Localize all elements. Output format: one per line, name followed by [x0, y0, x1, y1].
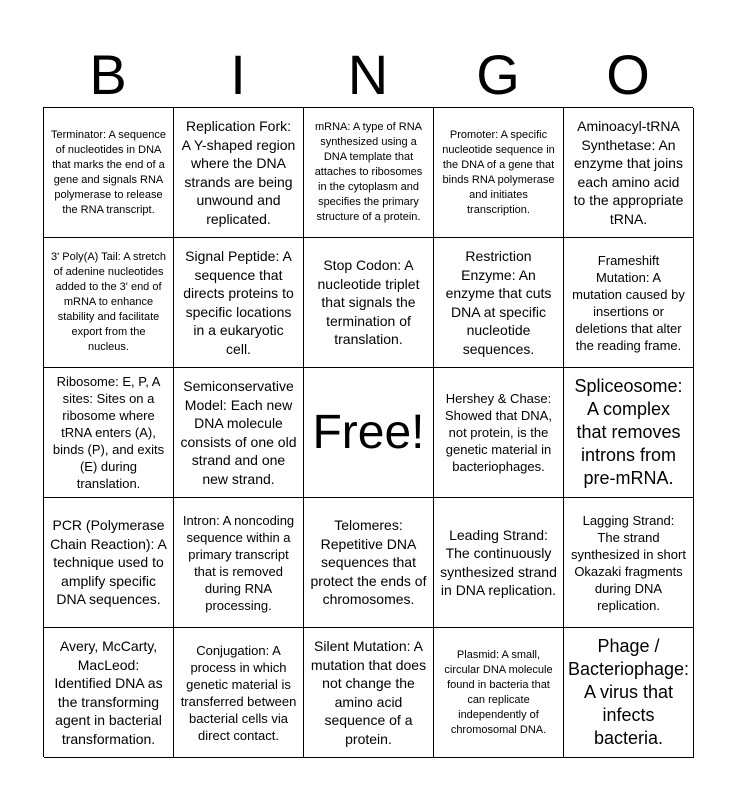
cell-text: Telomeres: Repetitive DNA sequences that protect the ends of chromosomes. — [310, 517, 427, 608]
header-letter-o: O — [606, 43, 650, 106]
cell-text: PCR (Polymerase Chain Reaction): A technique used to amplify specific DNA sequences. — [50, 517, 167, 608]
cell-text: Conjugation: A process in which genetic material is transferred between bacterial cells via direct contact. — [180, 642, 297, 743]
cell-text: Frameshift Mutation: A mutation caused by insertions or deletions that alter the reading frame. — [572, 252, 685, 353]
header-letter-g: G — [476, 43, 520, 106]
bingo-cell[interactable] — [564, 628, 694, 758]
bingo-board — [43, 107, 693, 757]
free-space[interactable] — [304, 368, 434, 498]
bingo-cell[interactable] — [44, 368, 174, 498]
bingo-cell[interactable] — [434, 108, 564, 238]
bingo-cell[interactable] — [44, 108, 174, 238]
cell-text: Lagging Strand: The strand synthesized in short Okazaki fragments during DNA replication. — [571, 512, 686, 613]
header-letter-b: B — [89, 43, 127, 106]
bingo-cell[interactable] — [564, 108, 694, 238]
cell-text: 3' Poly(A) Tail: A stretch of adenine nucleotides added to the 3' end of mRNA to enhance stability and facilitate export from the nucleus. — [50, 251, 166, 353]
bingo-cell[interactable] — [564, 368, 694, 498]
bingo-cell[interactable] — [564, 238, 694, 368]
cell-text: Phage / Bacteriophage: A virus that infects bacteria. — [567, 636, 690, 748]
cell-text: Ribosome: E, P, A sites: Sites on a ribosome where tRNA enters (A), binds (P), and exits (E) during translation. — [52, 374, 165, 491]
cell-text: Promoter: A specific nucleotide sequence in the DNA of a gene that binds RNA polymerase and initiates transcription. — [442, 128, 555, 216]
bingo-cell[interactable] — [174, 498, 304, 628]
cell-text: Semiconservative Model: Each new DNA molecule consists of one old strand and one new strand. — [180, 378, 297, 487]
cell-text: Leading Strand: The continuously synthesized strand in DNA replication. — [440, 526, 557, 598]
cell-text: Restriction Enzyme: An enzyme that cuts DNA at specific nucleotide sequences. — [445, 248, 552, 357]
bingo-cell[interactable] — [434, 498, 564, 628]
bingo-cell[interactable] — [304, 628, 434, 758]
cell-text: Replication Fork: A Y-shaped region where the DNA strands are being unwound and replicated. — [181, 118, 296, 227]
free-space-label: Free! — [312, 405, 425, 459]
cell-text: Silent Mutation: A mutation that does not change the amino acid sequence of a protein. — [310, 638, 427, 747]
bingo-cell[interactable] — [304, 498, 434, 628]
bingo-cell[interactable] — [434, 238, 564, 368]
bingo-cell[interactable] — [434, 628, 564, 758]
bingo-cell[interactable] — [44, 238, 174, 368]
cell-text: Plasmid: A small, circular DNA molecule found in bacteria that can replicate independently of chromosomal DNA. — [444, 648, 553, 736]
cell-text: Aminoacyl-tRNA Synthetase: An enzyme that joins each amino acid to the appropriate tRNA. — [573, 118, 684, 227]
bingo-cell[interactable] — [174, 628, 304, 758]
bingo-cell[interactable] — [44, 498, 174, 628]
cell-text: Terminator: A sequence of nucleotides in DNA that marks the end of a gene and signals RNA polymerase to release the RNA transcript. — [51, 128, 166, 216]
bingo-cell[interactable] — [174, 238, 304, 368]
bingo-header — [43, 44, 693, 106]
header-letter-n: N — [347, 43, 389, 106]
bingo-cell[interactable] — [304, 238, 434, 368]
bingo-cell[interactable] — [174, 108, 304, 238]
cell-text: Spliceosome: A complex that removes introns from pre-mRNA. — [574, 376, 683, 488]
cell-text: Signal Peptide: A sequence that directs proteins to specific locations in a eukaryotic cell. — [183, 248, 294, 357]
bingo-cell[interactable] — [174, 368, 304, 498]
cell-text: Intron: A noncoding sequence within a primary transcript that is removed during RNA processing. — [182, 512, 295, 613]
cell-text: mRNA: A type of RNA synthesized using a DNA template that attaches to ribosomes in the cytoplasm and specifies the primary structure of a protein. — [314, 121, 423, 223]
bingo-cell[interactable] — [304, 108, 434, 238]
bingo-cell[interactable] — [44, 628, 174, 758]
cell-text: Avery, McCarty, MacLeod: Identified DNA as the transforming agent in bacterial transformation. — [54, 638, 163, 747]
bingo-cell[interactable] — [434, 368, 564, 498]
bingo-cell[interactable] — [564, 498, 694, 628]
header-letter-i: I — [230, 43, 246, 106]
cell-text: Hershey & Chase: Showed that DNA, not protein, is the genetic material in bacteriophages. — [445, 391, 552, 474]
cell-text: Stop Codon: A nucleotide triplet that signals the termination of translation. — [317, 257, 420, 348]
